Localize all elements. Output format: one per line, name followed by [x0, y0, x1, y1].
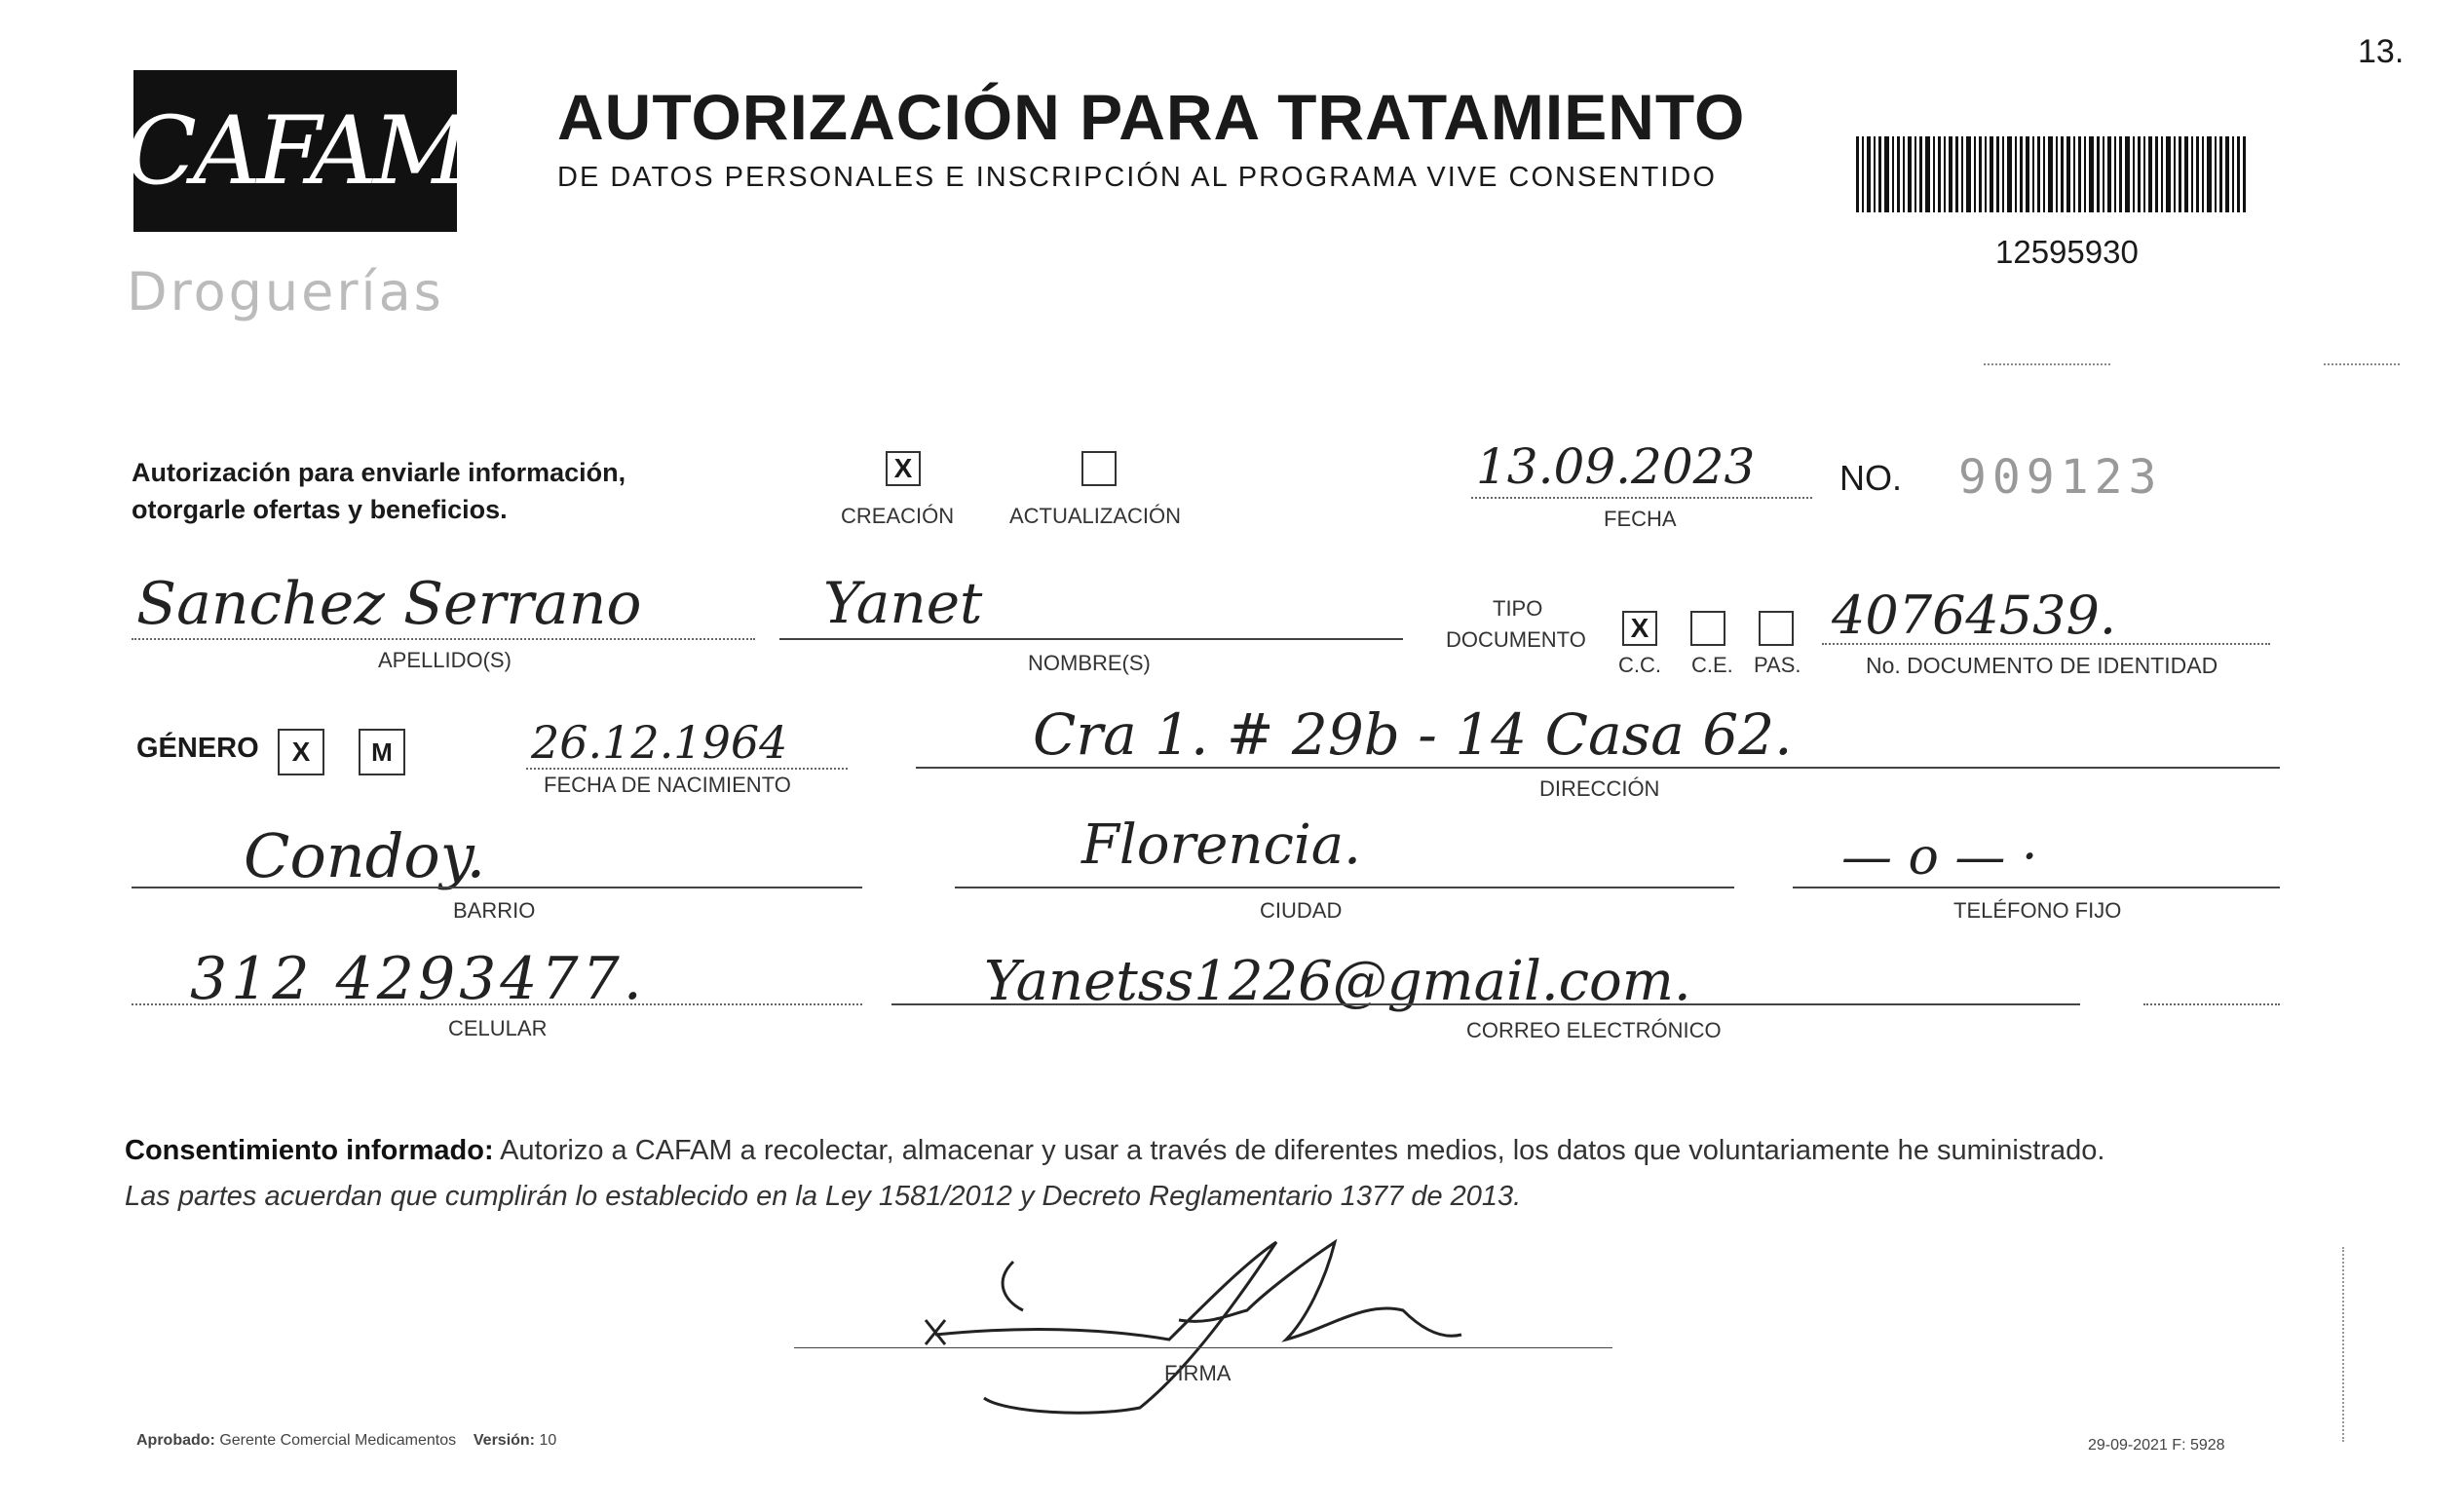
- documento-line: [1822, 643, 2270, 645]
- fecha-label: FECHA: [1604, 507, 1677, 531]
- consent-line-2: Las partes acuerdan que cumplirán lo establecido en la Ley 1581/2012 y Decreto Reglamentario 1377 de 2013.: [125, 1181, 1522, 1212]
- correo-label: CORREO ELECTRÓNICO: [1466, 1018, 1722, 1042]
- logo-subtitle: Droguerías: [127, 261, 444, 322]
- form-title: AUTORIZACIÓN PARA TRATAMIENTO: [557, 81, 1746, 153]
- documento-label: No. DOCUMENTO DE IDENTIDAD: [1866, 653, 2218, 678]
- apellidos-line: [132, 638, 755, 640]
- signature-drawing: [916, 1223, 1539, 1417]
- version-value: 10: [539, 1432, 557, 1449]
- barrio-line: [132, 887, 862, 888]
- celular-line: [132, 1003, 862, 1005]
- consent-lead: Consentimiento informado:: [125, 1135, 494, 1166]
- barrio-value[interactable]: Condoy.: [244, 820, 486, 891]
- documento-value[interactable]: 40764539.: [1832, 585, 2117, 646]
- fecha-nacimiento-value[interactable]: 26.12.1964: [531, 716, 788, 769]
- firma-label: FIRMA: [1164, 1361, 1232, 1385]
- no-label: NO.: [1839, 458, 1903, 498]
- logo-text: CAFAM: [125, 96, 466, 206]
- direccion-line: [916, 767, 2280, 769]
- check-mark: X: [893, 453, 913, 483]
- telefono-line: [1793, 887, 2280, 888]
- footer-date-code: 29-09-2021 F: 5928: [2088, 1437, 2225, 1454]
- cc-label: C.C.: [1618, 653, 1661, 677]
- pas-checkbox[interactable]: [1759, 611, 1794, 646]
- approved-label: Aprobado:: [136, 1432, 215, 1449]
- genero-label: GÉNERO: [136, 733, 259, 764]
- cafam-logo: [125, 70, 466, 232]
- genero-m-checkbox[interactable]: [359, 729, 405, 775]
- fecha-line: [1471, 497, 1812, 499]
- nombres-value[interactable]: Yanet: [823, 570, 983, 636]
- divider: [1984, 363, 2110, 365]
- check-mark: X: [1630, 613, 1649, 643]
- footer-approved: [136, 1432, 556, 1450]
- m-label: M: [371, 737, 393, 767]
- actualizacion-label: ACTUALIZACIÓN: [1009, 504, 1182, 528]
- direccion-value[interactable]: Cra 1. # 29b - 14 Casa 62.: [1033, 701, 1793, 768]
- version-label: Versión:: [473, 1432, 536, 1449]
- form-number: 909123: [1958, 450, 2163, 505]
- tipo-documento-label-1: TIPO: [1493, 596, 1543, 621]
- barrio-label: BARRIO: [453, 898, 536, 923]
- authorization-text-2: otorgarle ofertas y beneficios.: [132, 495, 508, 524]
- correo-value[interactable]: Yanetss1226@gmail.com.: [984, 950, 1691, 1013]
- nombres-line: [779, 638, 1403, 640]
- celular-value[interactable]: 312 4293477.: [190, 945, 646, 1013]
- fecha-nacimiento-line: [526, 768, 848, 770]
- telefono-label: TELÉFONO FIJO: [1953, 898, 2122, 923]
- cc-checkbox[interactable]: [1622, 611, 1657, 646]
- fecha-nacimiento-label: FECHA DE NACIMIENTO: [544, 773, 791, 797]
- pas-label: PAS.: [1754, 653, 1801, 677]
- divider: [2324, 363, 2400, 365]
- nombres-label: NOMBRE(S): [1028, 651, 1151, 675]
- authorization-text-1: Autorización para enviarle información,: [132, 458, 626, 487]
- check-mark: X: [291, 737, 311, 767]
- direccion-label: DIRECCIÓN: [1539, 776, 1660, 801]
- ce-checkbox[interactable]: [1690, 611, 1725, 646]
- creacion-label: CREACIÓN: [841, 504, 955, 528]
- page-number: 13.: [2358, 33, 2405, 70]
- ce-label: C.E.: [1691, 653, 1733, 677]
- approved-value: Gerente Comercial Medicamentos: [219, 1432, 457, 1449]
- genero-f-checkbox[interactable]: [278, 729, 324, 775]
- actualizacion-checkbox[interactable]: [1081, 451, 1117, 486]
- recycle-mark: [2342, 1247, 2366, 1442]
- consent-line-1: [125, 1135, 2104, 1167]
- barcode-icon: [1856, 136, 2246, 212]
- fecha-value[interactable]: 13.09.2023: [1476, 438, 1756, 495]
- signature-line: [794, 1347, 1612, 1348]
- apellidos-value[interactable]: Sanchez Serrano: [136, 570, 642, 638]
- apellidos-label: APELLIDO(S): [378, 648, 512, 672]
- consent-text-1: Autorizo a CAFAM a recolectar, almacenar y usar a través de diferentes medios, los datos que voluntariamente he suministrado.: [500, 1135, 2105, 1166]
- creacion-checkbox[interactable]: [886, 451, 921, 486]
- ciudad-label: CIUDAD: [1260, 898, 1343, 923]
- celular-label: CELULAR: [448, 1016, 548, 1040]
- ciudad-line: [955, 887, 1734, 888]
- ciudad-value[interactable]: Florencia.: [1081, 813, 1361, 877]
- form-subtitle: DE DATOS PERSONALES E INSCRIPCIÓN AL PROGRAMA VIVE CONSENTIDO: [557, 162, 1717, 193]
- telefono-value[interactable]: — o — ·: [1841, 828, 2038, 887]
- divider: [2143, 1003, 2280, 1005]
- tipo-documento-label-2: DOCUMENTO: [1446, 627, 1586, 652]
- barcode-number: 12595930: [1995, 234, 2139, 270]
- correo-line: [891, 1003, 2080, 1005]
